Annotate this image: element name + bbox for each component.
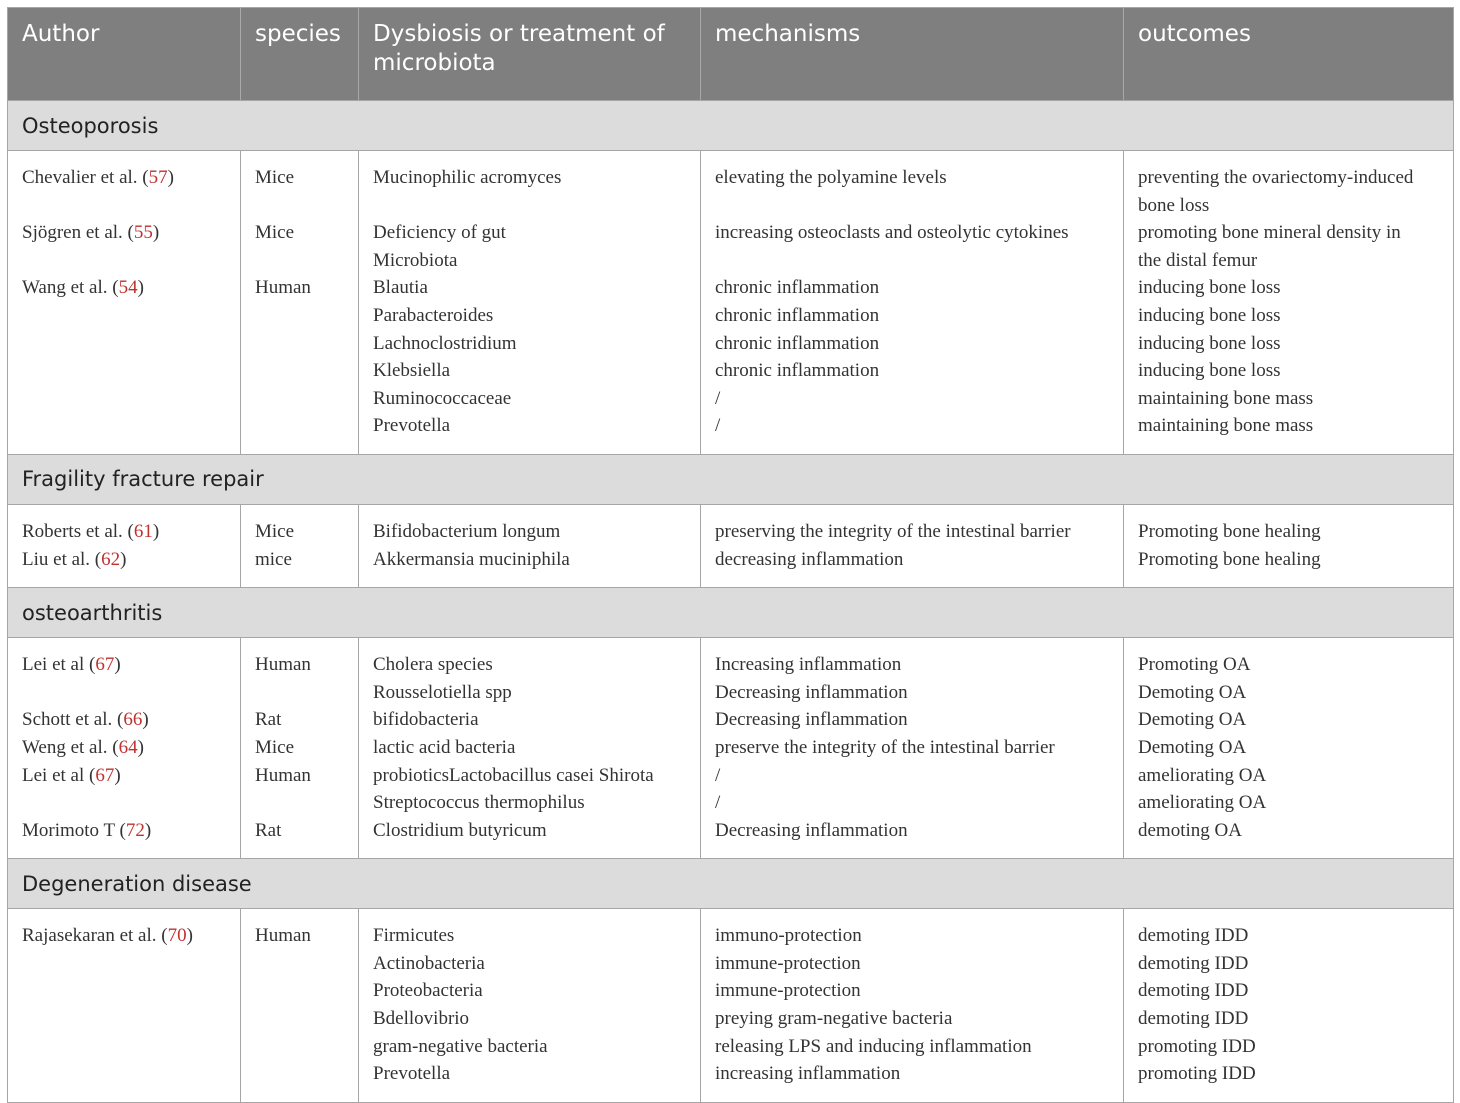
cell-line: releasing LPS and inducing inflammation [715,1035,1032,1057]
section-row [8,859,1454,909]
cell-line: / [715,415,721,437]
cell-line: the distal femur [1138,249,1258,271]
cell-line: preserving the integrity of the intestinal barrier [715,520,1071,542]
cell-line: chronic inflammation [715,304,880,326]
section-title: Osteoporosis [8,101,1454,151]
cell-line: Demoting OA [1138,709,1247,731]
cell-line: Promoting bone healing [1138,548,1321,570]
author-cell [8,504,241,587]
cell-line: Mucinophilic acromyces [373,167,562,188]
cell-line: promoting bone mineral density in [1138,222,1401,244]
reference-link[interactable]: 54 [118,277,138,299]
header-row [8,8,1454,101]
cell-line: bone loss [1138,194,1210,216]
outcomes-cell [1124,504,1454,587]
cell-line: Human [255,654,311,676]
cell-line [255,789,344,817]
cell-line: promoting IDD [1138,1063,1256,1085]
cell-line: Prevotella [373,415,451,437]
header-author: Author [8,8,241,101]
author-line: Roberts et al. (61) [22,520,160,542]
author-line [22,192,226,220]
author-line: Chevalier et al. (57) [22,167,174,188]
cell-line [255,192,344,220]
author-cell [8,638,241,859]
cell-line: Promoting OA [1138,654,1251,676]
section-title: Fragility fracture repair [8,454,1454,504]
author-line [22,247,226,275]
cell-line: demoting IDD [1138,1008,1249,1030]
author-line: Morimoto T (72) [22,819,152,841]
cell-line: demoting IDD [1138,925,1249,947]
author-cell [8,909,241,1103]
cell-line: Mice [255,167,295,188]
cell-line: Proteobacteria [373,980,483,1002]
cell-line: / [715,764,721,786]
microbiota-table [7,7,1454,1103]
species-cell [241,504,359,587]
cell-line: Human [255,925,311,947]
author-cell [8,151,241,455]
cell-line: immune-protection [715,980,861,1002]
section-row [8,101,1454,151]
author-line: Lei et al (67) [22,764,121,786]
cell-line: Promoting bone healing [1138,520,1321,542]
cell-line: demoting IDD [1138,980,1249,1002]
treatment-cell [359,638,701,859]
table-row [8,504,1454,587]
cell-line: Rat [255,819,282,841]
author-line: Weng et al. (64) [22,736,144,758]
reference-link[interactable]: 55 [133,222,153,244]
cell-line: preying gram-negative bacteria [715,1008,953,1030]
mechanisms-cell [701,638,1124,859]
cell-line: ameliorating OA [1138,764,1267,786]
section-row [8,454,1454,504]
table-row [8,638,1454,859]
outcomes-cell [1124,909,1454,1103]
cell-line: Bifidobacterium longum [373,520,561,542]
cell-line: promoting IDD [1138,1035,1256,1057]
section-title: Degeneration disease [8,859,1454,909]
cell-line: Firmicutes [373,925,455,947]
cell-line: preserve the integrity of the intestinal barrier [715,736,1055,758]
cell-line: Rat [255,709,282,731]
cell-line: ameliorating OA [1138,792,1267,814]
reference-link[interactable]: 66 [123,709,143,731]
reference-link[interactable]: 57 [148,167,168,188]
cell-line: Ruminococcaceae [373,387,512,409]
cell-line: increasing osteoclasts and osteolytic cytokines [715,222,1069,244]
cell-line: inducing bone loss [1138,360,1281,382]
mechanisms-cell [701,909,1124,1103]
outcomes-cell [1124,638,1454,859]
cell-line: Microbiota [373,249,458,271]
cell-line: Streptococcus thermophilus [373,792,585,814]
cell-line: Blautia [373,277,428,299]
table-row [8,909,1454,1103]
cell-line: Rousselotiella spp [373,681,512,703]
author-line [22,679,226,707]
cell-line: Demoting OA [1138,736,1247,758]
mechanisms-cell [701,151,1124,455]
author-line: Lei et al (67) [22,654,121,676]
cell-line: bifidobacteria [373,709,479,731]
author-line: Wang et al. (54) [22,277,144,299]
cell-line: Clostridium butyricum [373,819,547,841]
species-cell [241,909,359,1103]
cell-line: Decreasing inflammation [715,709,908,731]
cell-line: Decreasing inflammation [715,681,908,703]
treatment-cell [359,504,701,587]
cell-line: inducing bone loss [1138,304,1281,326]
cell-line: Demoting OA [1138,681,1247,703]
cell-line: Actinobacteria [373,952,485,974]
cell-line: chronic inflammation [715,360,880,382]
cell-line: Prevotella [373,1063,451,1085]
cell-line: immune-protection [715,952,861,974]
author-line: Schott et al. (66) [22,709,149,731]
cell-line: Human [255,764,311,786]
cell-line: Parabacteroides [373,304,494,326]
species-cell [241,151,359,455]
cell-line: Bdellovibrio [373,1008,470,1030]
cell-line: Cholera species [373,654,493,676]
cell-line: gram-negative bacteria [373,1035,548,1057]
cell-line: Lachnoclostridium [373,332,517,354]
cell-line: lactic acid bacteria [373,736,516,758]
cell-line [255,679,344,707]
header-treatment: Dysbiosis or treatment of microbiota [359,8,701,101]
reference-link[interactable]: 62 [101,548,121,570]
cell-line: demoting IDD [1138,952,1249,974]
reference-link[interactable]: 70 [167,925,187,947]
cell-line [715,247,1109,275]
cell-line: Mice [255,736,295,758]
species-cell [241,638,359,859]
author-line: Rajasekaran et al. (70) [22,925,193,947]
author-line: Liu et al. (62) [22,548,127,570]
cell-line: chronic inflammation [715,277,880,299]
cell-line: mice [255,548,292,570]
cell-line [373,192,686,220]
cell-line [255,247,344,275]
cell-line: inducing bone loss [1138,277,1281,299]
cell-line: Deficiency of gut [373,222,506,244]
cell-line: Mice [255,520,295,542]
author-line [22,789,226,817]
cell-line: chronic inflammation [715,332,880,354]
section-row [8,588,1454,638]
cell-line: Increasing inflammation [715,654,902,676]
cell-line: inducing bone loss [1138,332,1281,354]
cell-line: increasing inflammation [715,1063,901,1085]
cell-line: / [715,387,721,409]
cell-line: Human [255,277,311,299]
header-outcomes: outcomes [1124,8,1454,101]
header-species: species [241,8,359,101]
cell-line: probioticsLactobacillus casei Shirota [373,764,654,786]
cell-line: Akkermansia muciniphila [373,548,570,570]
cell-line: immuno-protection [715,925,862,947]
treatment-cell [359,909,701,1103]
cell-line: Mice [255,222,295,244]
header-mechanisms: mechanisms [701,8,1124,101]
cell-line: Klebsiella [373,360,451,382]
reference-link[interactable]: 67 [95,654,115,676]
mechanisms-cell [701,504,1124,587]
reference-link[interactable]: 72 [125,819,145,841]
section-title: osteoarthritis [8,588,1454,638]
reference-link[interactable]: 64 [118,736,138,758]
treatment-cell [359,151,701,455]
author-line: Sjögren et al. (55) [22,222,160,244]
cell-line: maintaining bone mass [1138,387,1314,409]
cell-line [715,192,1109,220]
outcomes-cell [1124,151,1454,455]
cell-line: Decreasing inflammation [715,819,908,841]
cell-line: elevating the polyamine levels [715,167,947,188]
table-row [8,151,1454,455]
cell-line: / [715,792,721,814]
cell-line: maintaining bone mass [1138,415,1314,437]
cell-line: demoting OA [1138,819,1242,841]
cell-line: decreasing inflammation [715,548,904,570]
cell-line: preventing the ovariectomy-induced [1138,167,1414,188]
reference-link[interactable]: 67 [95,764,115,786]
reference-link[interactable]: 61 [133,520,153,542]
